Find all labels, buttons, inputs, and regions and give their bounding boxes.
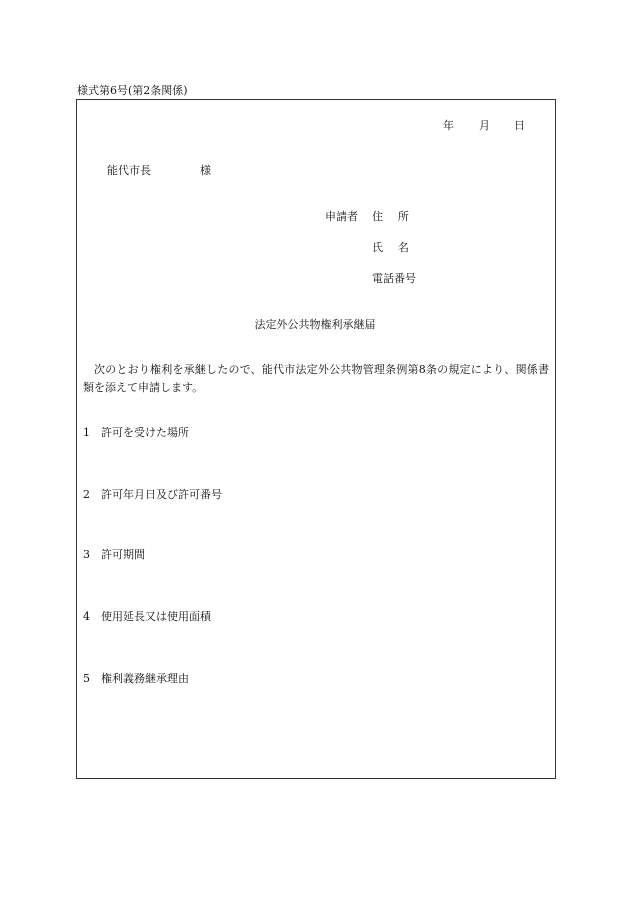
item-number: 5	[83, 672, 90, 685]
list-item	[83, 549, 145, 560]
item-number: 1	[83, 426, 90, 439]
list-item	[83, 489, 222, 500]
date-year-label: 年	[443, 119, 454, 132]
applicant-address-label: 住所	[372, 210, 424, 223]
item-label: 許可期間	[101, 548, 145, 561]
addressee-honorific: 様	[200, 164, 211, 177]
date-day-label: 日	[514, 119, 525, 132]
date-month-label: 月	[479, 119, 490, 132]
item-number: 3	[83, 548, 90, 561]
item-number: 4	[83, 610, 90, 623]
list-item	[83, 427, 189, 438]
list-item	[83, 611, 211, 622]
item-label: 許可を受けた場所	[101, 426, 189, 439]
applicant-phone-label: 電話番号	[372, 272, 416, 285]
item-label: 権利義務継承理由	[101, 672, 189, 685]
body-paragraph: 次のとおり権利を承継したので、能代市法定外公共物管理条例第8条の規定により、関係書類を添えて申請します。	[83, 363, 549, 394]
addressee-name: 能代市長	[107, 164, 151, 177]
item-label: 使用延長又は使用面積	[101, 610, 211, 623]
document-title: 法定外公共物権利承継届	[254, 318, 376, 331]
item-number: 2	[83, 488, 90, 501]
applicant-name-label: 氏名	[372, 241, 424, 254]
list-item	[83, 673, 189, 684]
applicant-label: 申請者	[325, 210, 358, 223]
item-label: 許可年月日及び許可番号	[101, 488, 222, 501]
form-caption: 様式第6号(第2条関係)	[77, 84, 188, 97]
